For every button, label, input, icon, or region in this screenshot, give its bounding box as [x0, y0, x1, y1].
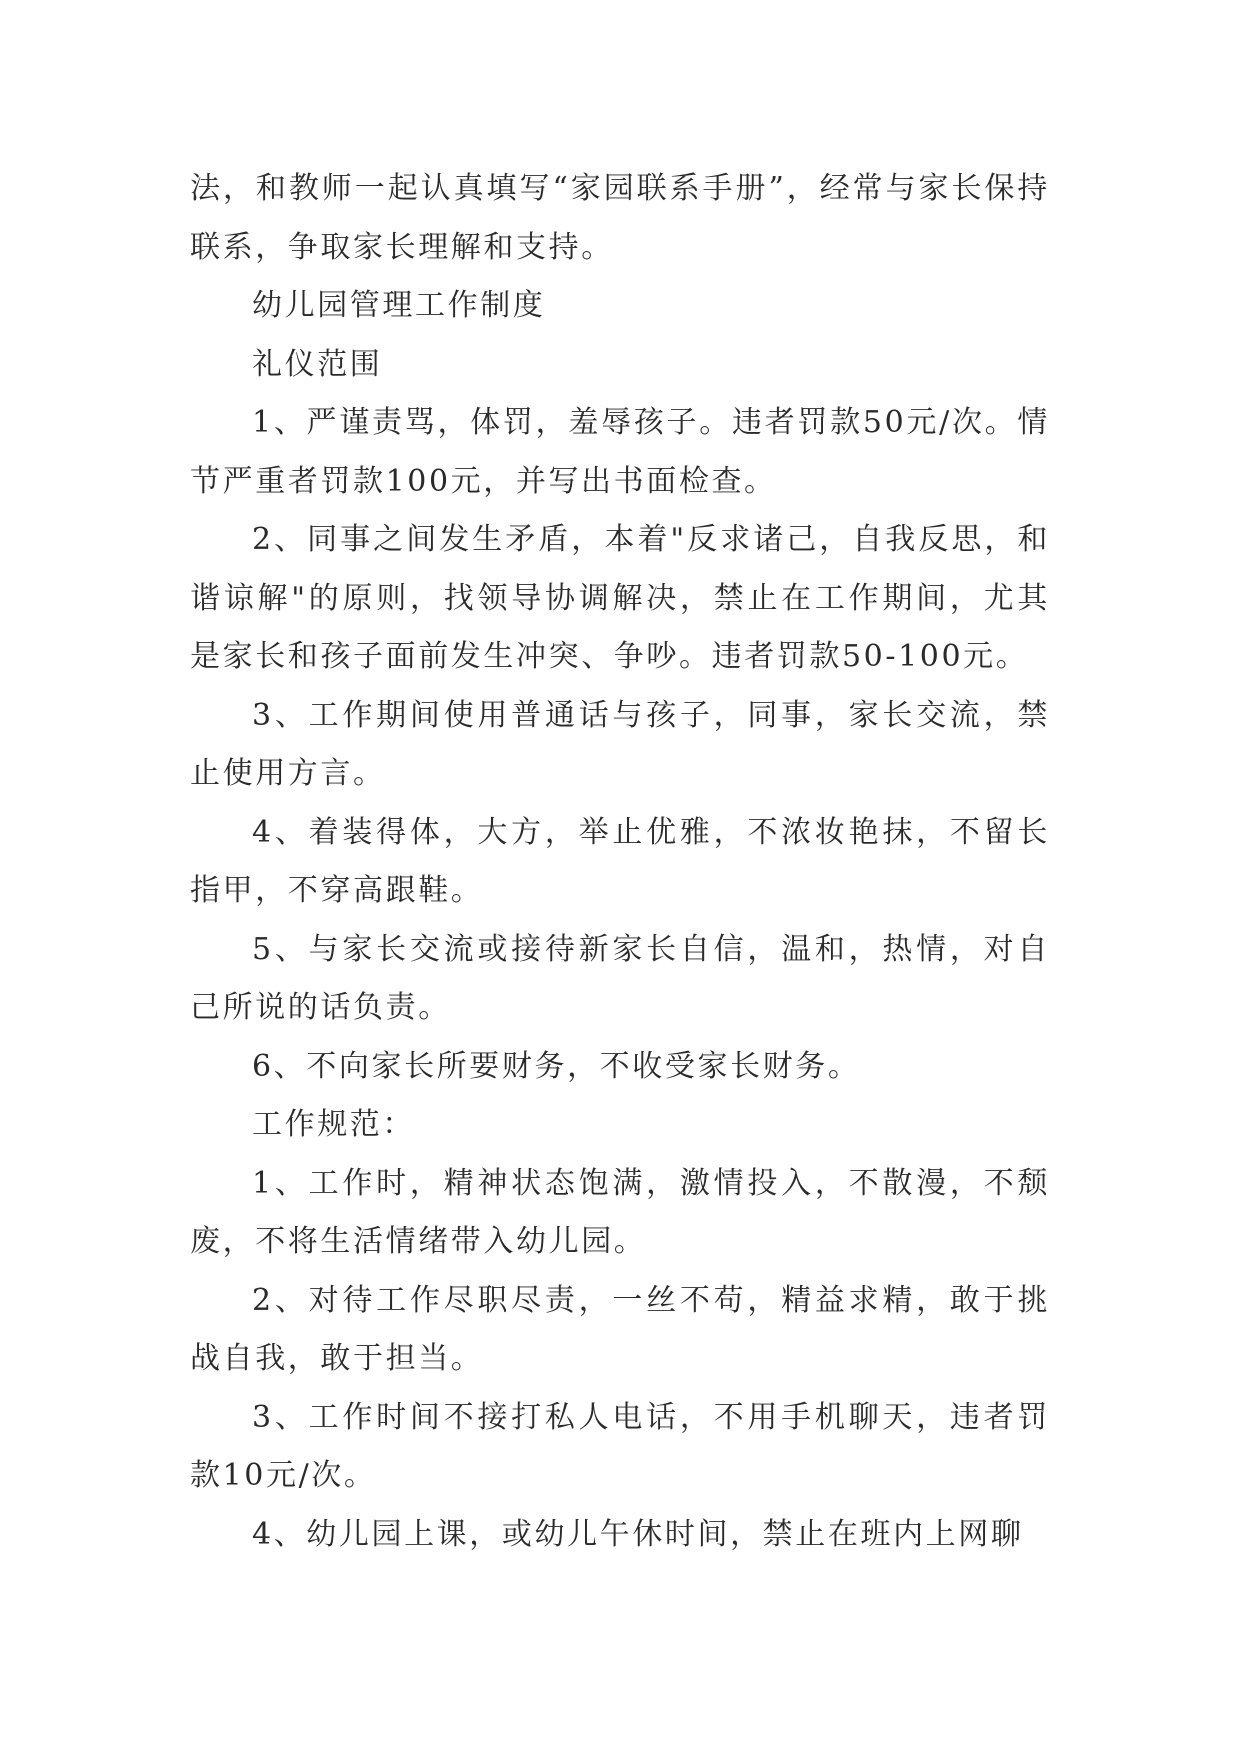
paragraph: 1、严谨责骂，体罚，羞辱孩子。违者罚款50元/次。情节严重者罚款100元，并写出书面检查。: [190, 405, 1050, 499]
paragraph: 1、工作时，精神状态饱满，激情投入，不散漫，不颓废，不将生活情绪带入幼儿园。: [190, 1165, 1050, 1259]
paragraph: 4、幼儿园上课，或幼儿午休时间，禁止在班内上网聊: [252, 1516, 1024, 1552]
paragraph: 4、着装得体，大方，举止优雅，不浓妆艳抹，不留长指甲，不穿高跟鞋。: [190, 814, 1050, 908]
paragraph: 5、与家长交流或接待新家长自信，温和，热情，对自己所说的话负责。: [190, 931, 1050, 1025]
subsection-title: 礼仪范围: [252, 346, 383, 382]
paragraph: 2、同事之间发生矛盾，本着"反求诸己，自我反思，和谐谅解"的原则，找领导协调解决，禁止在工作期间，尤其是家长和孩子面前发生冲突、争吵。违者罚款50-100元。: [190, 522, 1050, 674]
paragraph-continuation: 法，和教师一起认真填写“家园联系手册”，经常与家长保持联系，争取家长理解和支持。: [190, 171, 1050, 265]
paragraph: 6、不向家长所要财务，不收受家长财务。: [252, 1048, 861, 1084]
paragraph: 3、工作时间不接打私人电话，不用手机聊天，违者罚款10元/次。: [190, 1399, 1050, 1493]
paragraph: 2、对待工作尽职尽责，一丝不苟，精益求精，敢于挑战自我，敢于担当。: [190, 1282, 1050, 1376]
paragraph: 3、工作期间使用普通话与孩子，同事，家长交流，禁止使用方言。: [190, 697, 1050, 791]
subsection-title: 工作规范：: [252, 1107, 415, 1142]
document-body: [190, 160, 1050, 1564]
section-title: 幼儿园管理工作制度: [252, 288, 546, 323]
